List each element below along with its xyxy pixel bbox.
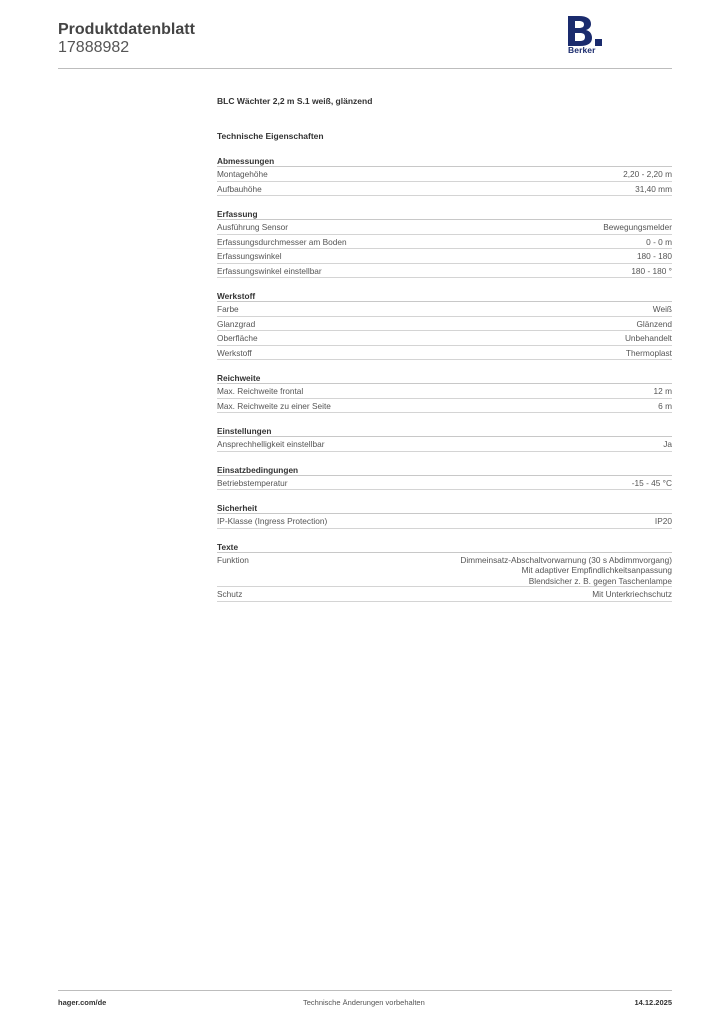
property-group — [217, 290, 672, 360]
property-label: Werkstoff — [217, 347, 252, 358]
property-value — [626, 348, 672, 359]
property-value-line: Weiß — [652, 304, 672, 314]
property-value-line: Mit adaptiver Empfindlichkeitsanpassung — [521, 565, 672, 575]
property-value-line: 31,40 mm — [635, 183, 672, 194]
property-label: Erfassungsdurchmesser am Boden — [217, 236, 347, 247]
property-row — [217, 587, 672, 602]
property-group — [217, 425, 672, 452]
page-title: Produktdatenblatt — [58, 21, 195, 38]
product-number: 17888982 — [58, 39, 130, 56]
footer-disclaimer: Technische Änderungen vorbehalten — [303, 998, 425, 1007]
property-row — [217, 514, 672, 529]
logo-wordmark: Berker — [568, 45, 596, 55]
property-value — [663, 439, 672, 450]
property-value — [460, 555, 672, 587]
property-row — [217, 302, 672, 317]
property-value-line: Blendsicher z. B. gegen Taschenlampe — [528, 575, 672, 586]
property-label: Betriebstemperatur — [217, 477, 288, 488]
property-value — [658, 401, 672, 412]
property-row — [217, 553, 672, 588]
property-label: Funktion — [217, 554, 249, 565]
property-value-line: 180 - 180 — [636, 251, 672, 261]
property-value — [653, 304, 672, 315]
berker-b-logo-icon — [566, 16, 606, 46]
property-value — [654, 386, 672, 397]
property-value — [623, 169, 672, 180]
property-row — [217, 346, 672, 361]
product-name: BLC Wächter 2,2 m S.1 weiß, glänzend — [217, 96, 373, 106]
property-value — [635, 184, 672, 195]
property-label: Erfassungswinkel einstellbar — [217, 265, 322, 276]
property-value-line: 12 m — [653, 386, 672, 396]
property-group — [217, 502, 672, 529]
property-row — [217, 264, 672, 279]
group-title: Abmessungen — [217, 155, 672, 167]
property-group — [217, 155, 672, 196]
property-group — [217, 208, 672, 278]
property-label: Ansprechhelligkeit einstellbar — [217, 439, 325, 449]
property-row — [217, 399, 672, 414]
property-row — [217, 182, 672, 197]
property-value-line: Bewegungsmelder — [603, 222, 672, 232]
group-title: Einstellungen — [217, 425, 672, 437]
property-group — [217, 541, 672, 602]
group-title: Reichweite — [217, 372, 672, 384]
property-label: Erfassungswinkel — [217, 251, 282, 261]
property-value-line: -15 - 45 °C — [631, 477, 672, 488]
property-value-line: 6 m — [658, 400, 672, 411]
footer-date: 14.12.2025 — [634, 998, 672, 1007]
property-value — [637, 251, 672, 262]
property-label: Farbe — [217, 304, 239, 314]
property-row — [217, 331, 672, 346]
property-row — [217, 167, 672, 182]
property-row — [217, 249, 672, 264]
property-row — [217, 235, 672, 250]
property-value-line: 2,20 - 2,20 m — [623, 169, 672, 179]
property-value-line: Ja — [663, 439, 672, 449]
property-label: IP-Klasse (Ingress Protection) — [217, 516, 328, 526]
property-row — [217, 220, 672, 235]
property-value-line: Mit Unterkriechschutz — [592, 589, 672, 599]
property-value-line: Thermoplast — [625, 347, 672, 358]
property-value — [646, 237, 672, 248]
property-label: Schutz — [217, 589, 243, 599]
property-row — [217, 476, 672, 491]
property-group — [217, 372, 672, 413]
property-label: Ausführung Sensor — [217, 222, 289, 232]
group-title: Erfassung — [217, 208, 672, 220]
property-value — [603, 222, 672, 233]
group-title: Sicherheit — [217, 502, 672, 514]
property-value-line: Unbehandelt — [624, 333, 672, 343]
footer-website: hager.com/de — [58, 998, 107, 1007]
property-label: Glanzgrad — [217, 318, 256, 329]
property-label: Max. Reichweite frontal — [217, 386, 304, 396]
property-row — [217, 384, 672, 399]
property-group — [217, 464, 672, 491]
property-value-line: 180 - 180 ° — [631, 265, 672, 276]
property-value — [632, 478, 672, 489]
datasheet-content — [217, 95, 672, 602]
property-value-line: IP20 — [654, 516, 672, 526]
property-label: Oberfläche — [217, 333, 258, 343]
property-label: Montagehöhe — [217, 169, 268, 179]
property-value — [625, 333, 672, 344]
group-title: Texte — [217, 541, 672, 553]
property-value — [592, 589, 672, 600]
property-value-line: 0 - 0 m — [646, 236, 672, 247]
section-heading: Technische Eigenschaften — [217, 131, 324, 141]
footer-divider — [58, 990, 672, 991]
property-label: Max. Reichweite zu einer Seite — [217, 400, 331, 411]
property-value — [631, 266, 672, 277]
header-divider — [58, 68, 672, 69]
group-title: Werkstoff — [217, 290, 672, 302]
property-label: Aufbauhöhe — [217, 183, 262, 194]
property-value-line: Dimmeinsatz-Abschaltvorwarnung (30 s Abdimmvorgang) — [460, 554, 672, 565]
group-title: Einsatzbedingungen — [217, 464, 672, 476]
property-value — [655, 516, 672, 527]
berker-logo — [566, 16, 606, 56]
property-value-line: Glänzend — [636, 318, 672, 329]
property-groups — [217, 155, 672, 602]
property-value — [636, 319, 672, 330]
property-row — [217, 437, 672, 452]
property-row — [217, 317, 672, 332]
